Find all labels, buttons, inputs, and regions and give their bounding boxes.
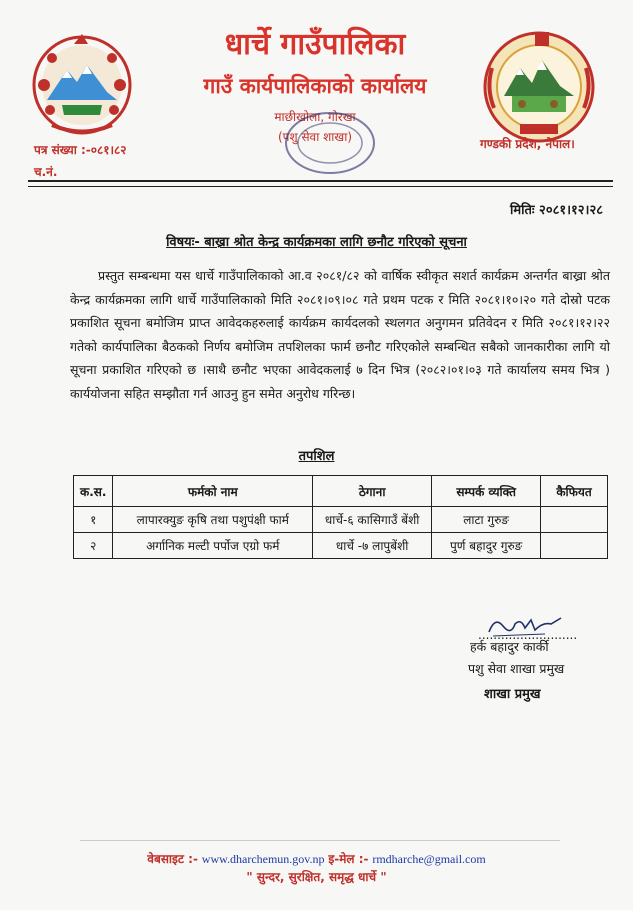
cell-sn: २ xyxy=(74,533,113,559)
municipality-name: धार्चे गाउँपालिका xyxy=(224,27,406,62)
col-header-remarks: कैफियत xyxy=(541,476,608,507)
col-header-address: ठेगाना xyxy=(313,476,432,507)
letter-date: मितिः २०८१।१२।२८ xyxy=(509,203,603,218)
cell-farm-name: लापारक्युङ कृषि तथा पशुपंक्षी फार्म xyxy=(113,507,313,533)
email-label: इ-मेल :- xyxy=(328,852,369,866)
branch-line: (पशु सेवा शाखा) xyxy=(277,130,353,144)
col-header-sn: क.स. xyxy=(74,476,113,507)
footer-slogan: " सुन्दर, सुरक्षित, समृद्ध धार्चे " xyxy=(246,870,387,884)
signature-line: .......................... xyxy=(478,628,578,642)
footer-divider xyxy=(80,840,560,841)
reference-number: पत्र संख्या :-०८१।८२ xyxy=(34,143,127,157)
letter-body: प्रस्तुत सम्बन्धमा यस धार्चे गाउँपालिकाको आ.व २०८१/८२ को वार्षिक स्वीकृत सशर्त कार्यक्रम अन्तर्गत बाख्रा श्रोत केन्द्र कार्यक्रमका लागि धार्चे गाउँपालिकाको मिति २०८१।०९।०८ गते प्रथम पटक र मिति २०८१।१०।२० गते दोस्रो पटक प्रकाशित सूचना बमोजिम प्राप्त आवेदकहरुलाई कार्यक्रम कार्यदलको स्थलगत अनुगमन प्रतिवेदन र मिति २०८१।१२।२२ गतेको कार्यपालिका बैठकको निर्णय बमोजिम तपशिलका फार्म छनौट गरिएकोले सम्बन्धित सबैको जानकारीका लागि यो सूचना प्रकाशित गरिएको छ ।साथै छनौट भएका आवेदकलाई ७ दिन भित्र (२०८२।०१।०३ गते कार्यालय समय भित्र ) कार्ययोजना सहित सम्झौता गर्न आउनु हुन समेत अनुरोध गरिन्छ। xyxy=(70,268,610,401)
signatory-branch: शाखा प्रमुख xyxy=(484,687,541,702)
table-row xyxy=(74,507,608,533)
cell-sn: १ xyxy=(74,507,113,533)
province-label: गण्डकी प्रदेश, नेपाल। xyxy=(480,137,575,151)
office-location: माछीखोला, गोरखा xyxy=(274,110,356,124)
signatory-post: पशु सेवा शाखा प्रमुख xyxy=(468,661,565,676)
signatory-name: हर्क बहादुर कार्की xyxy=(470,639,549,654)
col-header-farm-name: फर्मको नाम xyxy=(113,476,313,507)
municipality-logo-icon xyxy=(480,28,598,146)
office-stamp-icon xyxy=(280,108,380,178)
details-heading xyxy=(0,446,633,464)
cell-contact: लाटा गुरुङ xyxy=(432,507,541,533)
email-link[interactable]: rmdharche@gmail.com xyxy=(372,852,486,866)
table-row xyxy=(74,533,608,559)
header-divider xyxy=(28,180,613,182)
website-link[interactable]: www.dharchemun.gov.np xyxy=(201,852,325,866)
cell-address: धार्चे -७ लापुबेंशी xyxy=(313,533,432,559)
header-divider-thin xyxy=(28,186,613,187)
dispatch-number: च.नं. xyxy=(34,165,58,179)
cell-contact: पुर्ण बहादुर गुरुङ xyxy=(432,533,541,559)
farm-table xyxy=(73,475,608,559)
nepal-emblem-icon xyxy=(22,30,142,140)
cell-remarks xyxy=(541,507,608,533)
cell-farm-name: अर्गानिक मल्टी पर्पोज एग्रो फर्म xyxy=(113,533,313,559)
website-label: वेबसाइट :- xyxy=(147,852,198,866)
cell-address: धार्चे-६ कासिगाउँ बेंशी xyxy=(313,507,432,533)
cell-remarks xyxy=(541,533,608,559)
office-name: गाउँ कार्यपालिकाको कार्यालय xyxy=(203,74,427,98)
subject-text: विषयः- बाख्रा श्रोत केन्द्र कार्यक्रमका लागि छनौट गरिएको सूचना xyxy=(166,235,467,250)
letter-subject xyxy=(0,232,633,250)
table-header-row xyxy=(74,476,608,507)
col-header-contact: सम्पर्क व्यक्ति xyxy=(432,476,541,507)
footer-contact xyxy=(0,850,633,867)
details-heading-text: तपशिल xyxy=(298,449,335,464)
